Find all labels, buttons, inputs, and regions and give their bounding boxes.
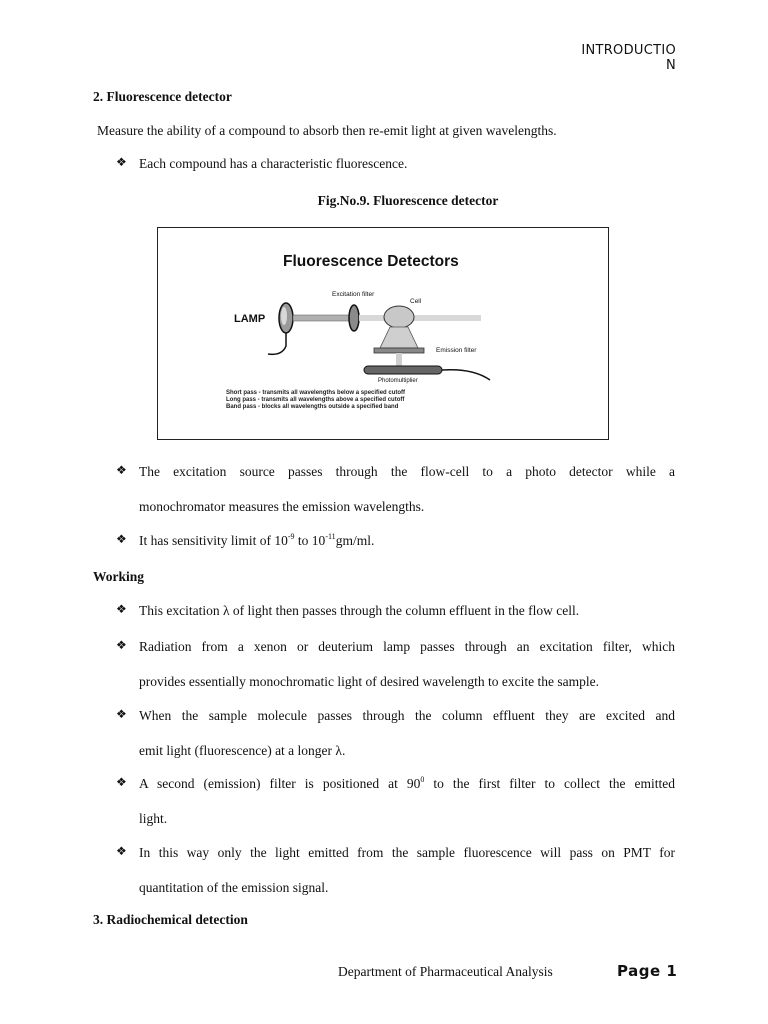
running-header bbox=[566, 43, 676, 73]
emission-filter-shape bbox=[374, 348, 424, 353]
cell-shape bbox=[384, 306, 414, 328]
diamond-bullet-icon: ❖ bbox=[116, 155, 127, 169]
excitation-beam bbox=[293, 315, 351, 321]
working-item-4-line-1 bbox=[139, 775, 675, 792]
angle-text-2: to the first filter to collect the emitted bbox=[424, 776, 676, 791]
section-2-title: 2. Fluorescence detector bbox=[93, 89, 232, 104]
section-3-title: 3. Radiochemical detection bbox=[93, 912, 248, 927]
sensitivity-text-2: to 10 bbox=[294, 533, 326, 548]
sensitivity-text-1: It has sensitivity limit of 10 bbox=[139, 533, 288, 548]
diamond-bullet-icon: ❖ bbox=[116, 844, 127, 858]
excitation-filter-label: Excitation filter bbox=[332, 291, 375, 298]
fluorescence-diagram bbox=[158, 228, 608, 439]
diamond-bullet-icon: ❖ bbox=[116, 638, 127, 652]
note-short-pass: Short pass - transmits all wavelengths below a specified cutoff bbox=[226, 390, 406, 396]
footer-page-number: Page 1 bbox=[617, 962, 678, 980]
footer-department: Department of Pharmaceutical Analysis bbox=[338, 964, 553, 979]
lamp-highlight bbox=[281, 307, 287, 325]
working-item-2-line-2: provides essentially monochromatic light of desired wavelength to excite the sample. bbox=[139, 674, 599, 689]
photomultiplier-label: Photomultiplier bbox=[378, 378, 418, 384]
excitation-filter-shape bbox=[349, 305, 359, 331]
diamond-bullet-icon: ❖ bbox=[116, 602, 127, 616]
emission-filter-label: Emission filter bbox=[436, 347, 477, 354]
header-line-1: INTRODUCTIO bbox=[581, 43, 676, 58]
photomultiplier-shape bbox=[364, 366, 442, 374]
cell-label: Cell bbox=[410, 298, 422, 305]
bullet-characteristic: Each compound has a characteristic fluorescence. bbox=[139, 156, 408, 171]
sensitivity-unit: gm/ml. bbox=[335, 533, 375, 548]
lamp-label: LAMP bbox=[234, 313, 266, 325]
lamp-wire bbox=[268, 333, 286, 354]
sensitivity-exponent-1: -9 bbox=[287, 531, 295, 541]
working-item-5-line-1: In this way only the light emitted from the sample fluorescence will pass on PMT for bbox=[139, 845, 675, 860]
diamond-bullet-icon: ❖ bbox=[116, 463, 127, 477]
working-item-3-line-1: When the sample molecule passes through the column effluent they are excited and bbox=[139, 708, 675, 723]
note-long-pass: Long pass - transmits all wavelengths above a specified cutoff bbox=[226, 397, 405, 403]
working-item-5-line-2: quantitation of the emission signal. bbox=[139, 880, 329, 895]
emission-cone bbox=[380, 327, 418, 348]
figure-fluorescence-detector bbox=[157, 227, 609, 440]
working-item-4-line-2: light. bbox=[139, 811, 168, 826]
header-line-2: N bbox=[665, 58, 676, 73]
photomultiplier-wire bbox=[442, 370, 490, 380]
bullet-excitation-line-2: monochromator measures the emission wavelengths. bbox=[139, 499, 425, 514]
diagram-title: Fluorescence Detectors bbox=[283, 253, 459, 270]
diamond-bullet-icon: ❖ bbox=[116, 532, 127, 546]
intro-paragraph: Measure the ability of a compound to absorb then re-emit light at given wavelengths. bbox=[97, 123, 557, 138]
diamond-bullet-icon: ❖ bbox=[116, 707, 127, 721]
working-item-2-line-1: Radiation from a xenon or deuterium lamp passes through an excitation filter, which bbox=[139, 639, 675, 654]
working-title: Working bbox=[93, 569, 145, 584]
bullet-sensitivity bbox=[139, 532, 675, 549]
light-path bbox=[359, 315, 481, 321]
sensitivity-exponent-2: -11 bbox=[325, 531, 336, 541]
note-band-pass: Band pass - blocks all wavelengths outside a specified band bbox=[226, 404, 399, 410]
diamond-bullet-icon: ❖ bbox=[116, 775, 127, 789]
degree-sup: 0 bbox=[420, 774, 425, 784]
working-item-1: This excitation λ of light then passes through the column effluent in the flow cell. bbox=[139, 603, 580, 618]
working-item-3-line-2: emit light (fluorescence) at a longer λ. bbox=[139, 743, 346, 758]
figure-caption: Fig.No.9. Fluorescence detector bbox=[317, 193, 499, 208]
angle-text-1: A second (emission) filter is positioned at 90 bbox=[139, 776, 421, 791]
bullet-excitation-line-1: The excitation source passes through the flow-cell to a photo detector while a bbox=[139, 464, 675, 479]
